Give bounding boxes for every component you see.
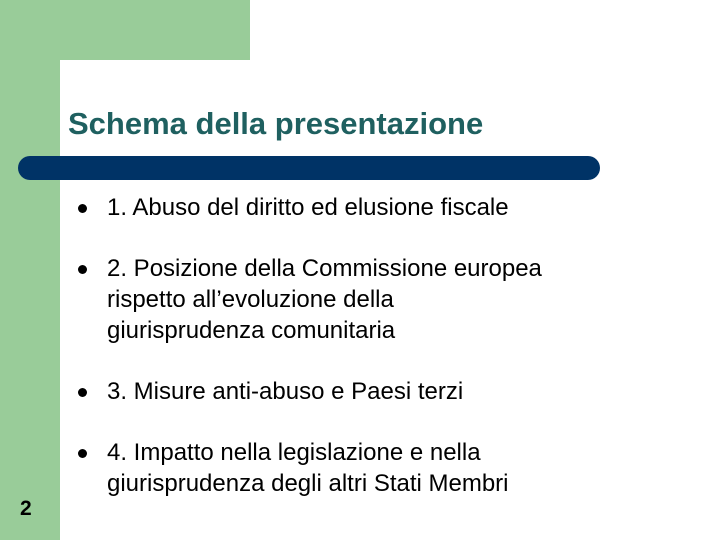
green-sidebar bbox=[0, 0, 60, 540]
bullet-text: 2. Posizione della Commissione europea rispetto all’evoluzione della giurisprudenza comunitaria bbox=[107, 255, 542, 344]
bullet-item-1 bbox=[78, 192, 698, 223]
page-number: 2 bbox=[20, 497, 32, 520]
slide-title: Schema della presentazione bbox=[68, 106, 484, 141]
bullet-dot-icon bbox=[78, 388, 87, 397]
green-top-band bbox=[0, 0, 250, 60]
bullet-dot-icon bbox=[78, 449, 87, 458]
bullet-list bbox=[78, 192, 698, 529]
title-underline-bar bbox=[18, 156, 600, 180]
bullet-dot-icon bbox=[78, 265, 87, 274]
bullet-dot-icon bbox=[78, 204, 87, 213]
bullet-item-3 bbox=[78, 376, 698, 407]
bullet-text: 1. Abuso del diritto ed elusione fiscale bbox=[107, 194, 509, 221]
bullet-text: 3. Misure anti-abuso e Paesi terzi bbox=[107, 378, 464, 405]
bullet-item-4 bbox=[78, 437, 698, 499]
bullet-text: 4. Impatto nella legislazione e nella giurisprudenza degli altri Stati Membri bbox=[107, 439, 509, 497]
bullet-item-2 bbox=[78, 253, 698, 346]
